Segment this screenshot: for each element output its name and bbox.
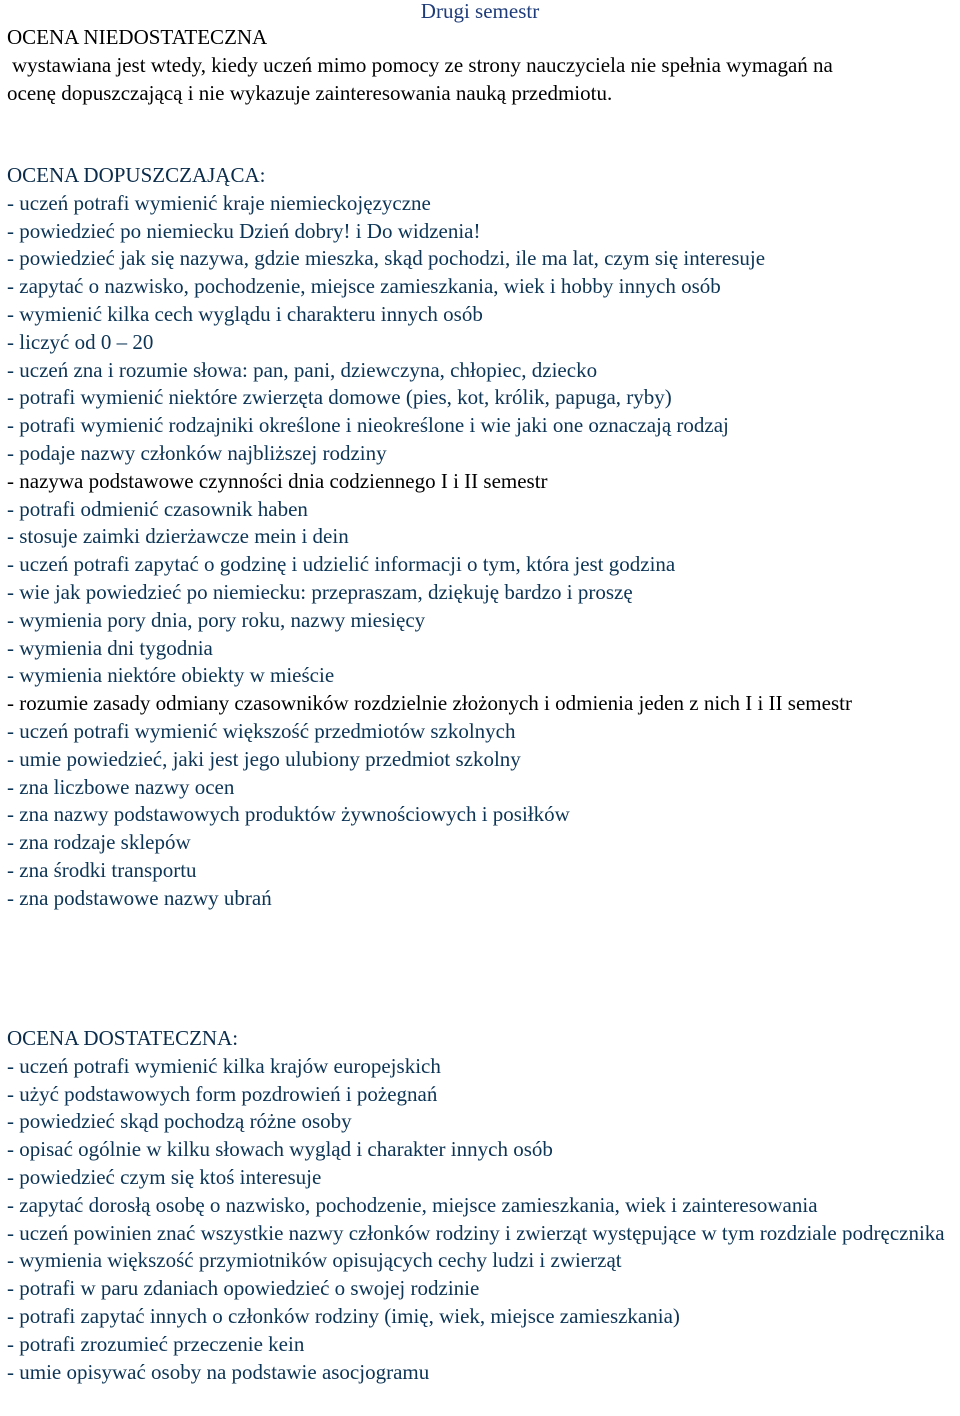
list-item: - zna podstawowe nazwy ubrań [7, 885, 272, 910]
niedostateczna-text-line2: ocenę dopuszczającą i nie wykazuje zainteresowania nauką przedmiotu. [7, 80, 613, 105]
list-item: - wymienia większość przymiotników opisujących cechy ludzi i zwierząt [7, 1248, 622, 1273]
list-item: - liczyć od 0 – 20 [7, 329, 154, 354]
list-item: - zna środki transportu [7, 857, 197, 882]
list-item: - użyć podstawowych form pozdrowień i pożegnań [7, 1081, 438, 1106]
list-item: - potrafi w paru zdaniach opowiedzieć o swojej rodzinie [7, 1276, 480, 1301]
list-item: - potrafi zrozumieć przeczenie kein [7, 1331, 305, 1356]
list-item: - uczeń potrafi wymienić kraje niemieckojęzyczne [7, 190, 431, 215]
list-item: - opisać ogólnie w kilku słowach wygląd i charakter innych osób [7, 1137, 553, 1162]
list-item: - uczeń potrafi wymienić kilka krajów europejskich [7, 1053, 441, 1078]
list-item: - zna rodzaje sklepów [7, 830, 191, 855]
section-dopuszczajaca [7, 162, 957, 913]
list-item: - wymienia dni tygodnia [7, 635, 213, 660]
list-item: - uczeń potrafi zapytać o godzinę i udzielić informacji o tym, która jest godzina [7, 552, 676, 577]
list-item: - wymienić kilka cech wyglądu i charakteru innych osób [7, 301, 483, 326]
heading-dopuszczajaca: OCENA DOPUSZCZAJĄCA: [7, 163, 266, 187]
list-item: - powiedzieć skąd pochodzą różne osoby [7, 1109, 352, 1134]
list-item: - zapytać dorosłą osobę o nazwisko, pochodzenie, miejsce zamieszkania, wiek i zainteresowania [7, 1192, 818, 1217]
list-item: - wie jak powiedzieć po niemiecku: przepraszam, dziękuję bardzo i proszę [7, 579, 633, 604]
list-item: - nazywa podstawowe czynności dnia codziennego I i II semestr [7, 468, 548, 493]
list-item: - wymienia niektóre obiekty w mieście [7, 663, 335, 688]
heading-dostateczna: OCENA DOSTATECZNA: [7, 1026, 239, 1050]
list-item: - zna liczbowe nazwy ocen [7, 774, 235, 799]
list-item: - powiedzieć jak się nazywa, gdzie mieszka, skąd pochodzi, ile ma lat, czym się interesuje [7, 246, 766, 271]
list-item: - potrafi wymienić rodzajniki określone i nieokreślone i wie jaki one oznaczają rodzaj [7, 413, 729, 438]
list-item: - zapytać o nazwisko, pochodzenie, miejsce zamieszkania, wiek i hobby innych osób [7, 274, 721, 299]
list-item: - uczeń zna i rozumie słowa: pan, pani, dziewczyna, chłopiec, dziecko [7, 357, 598, 382]
list-item: - potrafi zapytać innych o członków rodziny (imię, wiek, miejsce zamieszkania) [7, 1303, 680, 1328]
list-item: - rozumie zasady odmiany czasowników rozdzielnie złożonych i odmienia jeden z nich I i II semestr [7, 691, 852, 716]
list-item: - uczeń potrafi wymienić większość przedmiotów szkolnych [7, 718, 516, 743]
list-item: - uczeń powinien znać wszystkie nazwy członków rodziny i zwierząt występujące w tym rozdziale podręcznika [7, 1220, 945, 1245]
list-item: - powiedzieć po niemiecku Dzień dobry! i Do widzenia! [7, 218, 481, 243]
list-item: - stosuje zaimki dzierżawcze mein i dein [7, 524, 349, 549]
list-item: - potrafi wymienić niektóre zwierzęta domowe (pies, kot, królik, papuga, ryby) [7, 385, 672, 410]
list-item: - umie opisywać osoby na podstawie asocjogramu [7, 1359, 430, 1384]
section-dostateczna [7, 1025, 957, 1386]
page-header: Drugi semestr [420, 0, 540, 23]
list-item: - podaje nazwy członków najbliższej rodziny [7, 440, 387, 465]
niedostateczna-text-line1: wystawiana jest wtedy, kiedy uczeń mimo pomocy ze strony nauczyciela nie spełnia wymagań na [12, 52, 833, 77]
section-niedostateczna [7, 24, 957, 107]
list-item: - zna nazwy podstawowych produktów żywnościowych i posiłków [7, 802, 570, 827]
heading-niedostateczna: OCENA NIEDOSTATECZNA [7, 25, 268, 49]
list-item: - powiedzieć czym się ktoś interesuje [7, 1164, 322, 1189]
list-item: - wymienia pory dnia, pory roku, nazwy miesięcy [7, 607, 426, 632]
list-item: - potrafi odmienić czasownik haben [7, 496, 308, 521]
list-item: - umie powiedzieć, jaki jest jego ulubiony przedmiot szkolny [7, 746, 521, 771]
